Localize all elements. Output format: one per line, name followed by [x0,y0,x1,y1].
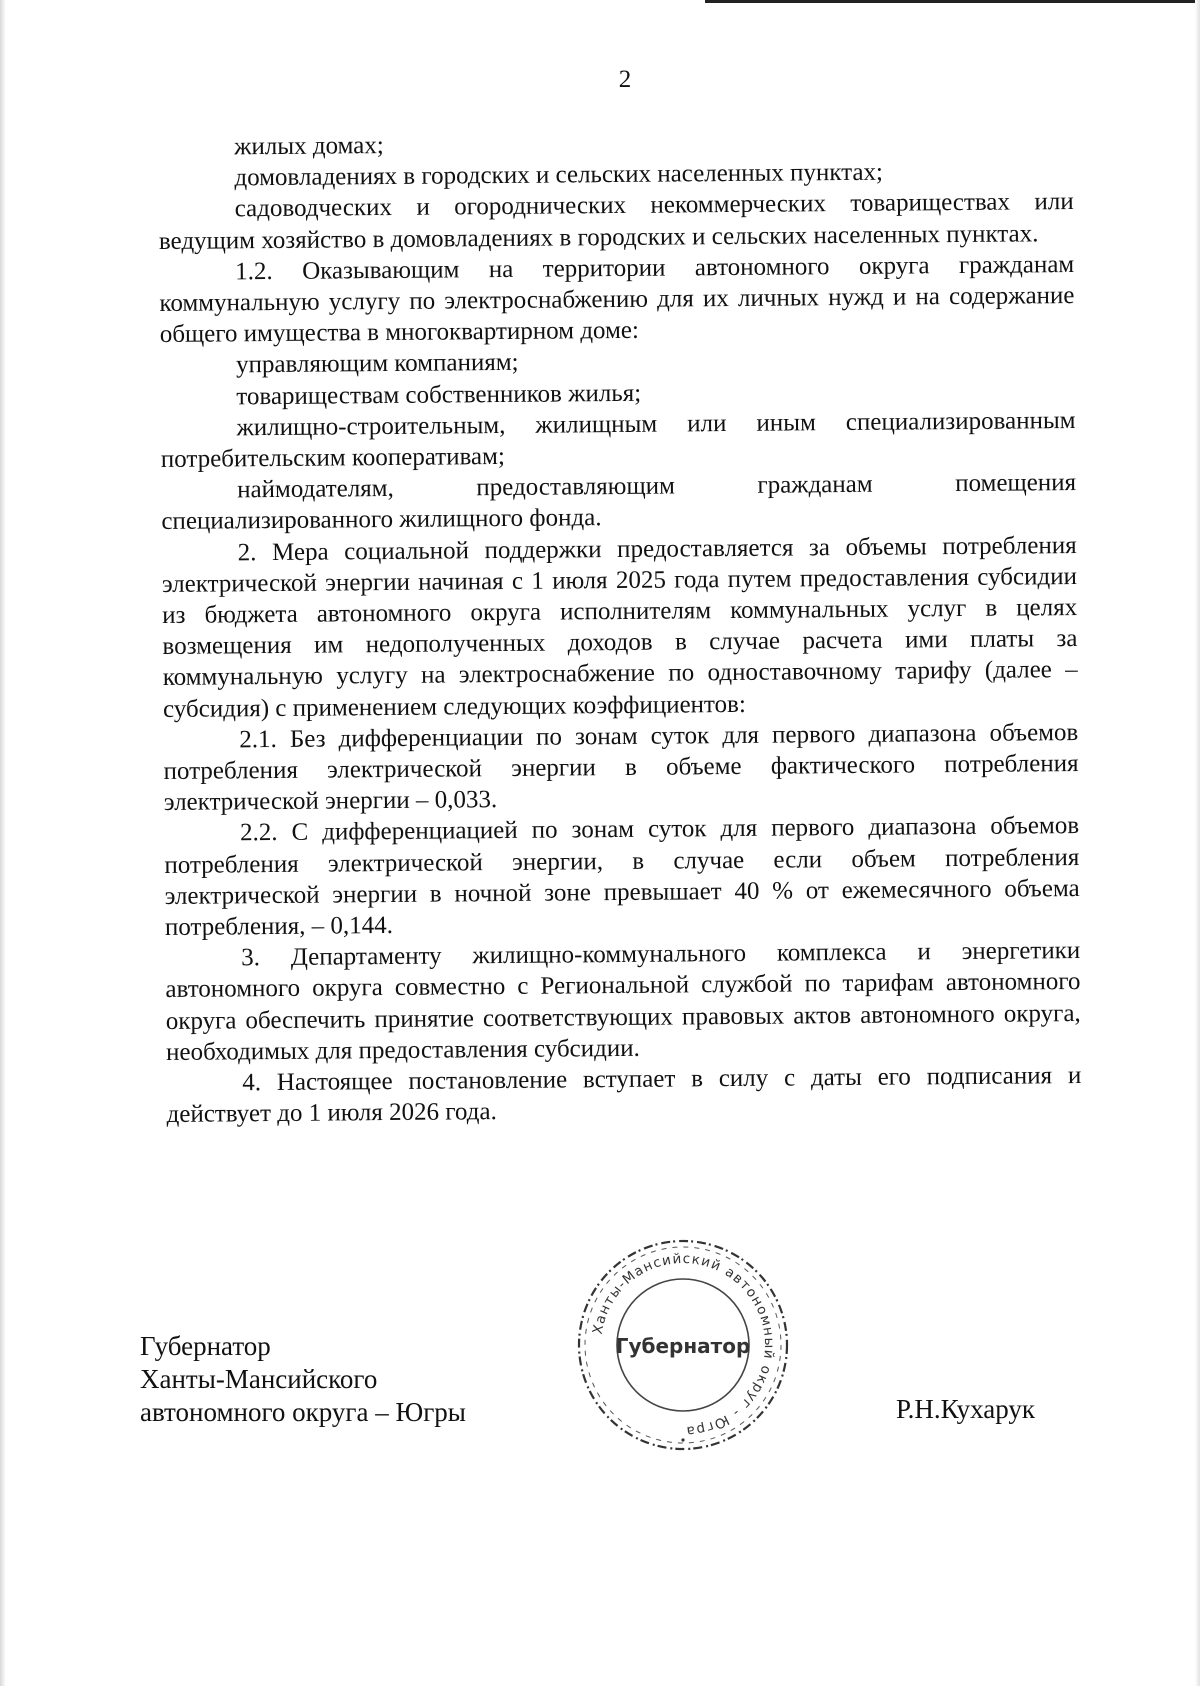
signatory-title [140,1330,466,1429]
paragraph: садоводческих и огороднических некоммерческих товариществах или ведущим хозяйство в домовладениях в городских и сельских населенных пунктах. [158,188,1074,255]
seal-dot [681,1438,684,1441]
paragraph: товариществам собственников жилья; [236,379,642,410]
paragraph: 4. Настоящее постановление вступает в силу с даты его подписания и действует до 1 июля 2026 года. [166,1062,1082,1129]
paragraph: домовладениях в городских и сельских населенных пунктах; [234,158,884,192]
paragraph: 2.1. Без дифференциации по зонам суток для первого диапазона объемов потребления электрической энергии в объеме фактического потребления электрической энергии – 0,033. [163,718,1079,817]
scan-edge-right [1195,0,1200,1686]
seal-graphic [572,1234,794,1456]
paragraph: 2.2. С дифференциацией по зонам суток для первого диапазона объемов потребления электрической энергии, в случае если объем потребления электрической энергии в ночной зоне превышает 40 % от ежемесячного объема потребления, – 0,144. [164,812,1080,942]
signatory-title-line: Ханты-Мансийского [140,1364,378,1394]
signatory-title-line: автономного округа – Югры [140,1397,466,1427]
official-seal-stamp [572,1234,794,1456]
seal-ring-text: Ханты-Мансийский автономный округ - Югра [589,1250,778,1440]
paragraph: жилищно-строительным, жилищным или иным специализированным потребительским кооперативам; [160,406,1076,474]
scan-edge-left [0,0,6,1686]
paragraph: 3. Департаменту жилищно-коммунального комплекса и энергетики автономного округа совместно с Региональной службой по тарифам автономного округа обеспечить принятие соответствующих правовых актов автономного округа, необходимых для предоставления субсидии. [165,937,1081,1066]
page-number: 2 [618,66,632,93]
paragraph: 2. Мера социальной поддержки предоставляется за объемы потребления электрической энергии начиная с 1 июля 2025 года путем предоставления субсидии из бюджета автономного округа исполнителям коммунальных услуг в целях возмещения им недополученных доходов в случае расчета ими платы за коммунальную услугу на электроснабжение по одноставочному тарифу (далее – субсидия) с применением следующих коэффициентов: [161,531,1078,723]
seal-center-text: Губернатор [615,1334,751,1358]
paragraph: наймодателям, предоставляющим гражданам помещения специализированного жилищного фонда. [161,469,1077,536]
paragraph: 1.2. Оказывающим на территории автономного округа гражданам коммунальную услугу по электроснабжению для их личных нужд и на содержание общего имущества в многоквартирном доме: [159,250,1075,349]
paragraph: управляющим компаниям; [235,349,519,379]
signatory-title-line: Губернатор [140,1331,271,1361]
document-body [158,124,1082,1130]
signatory-name: Р.Н.Кухарук [896,1394,1036,1424]
scan-top-line [705,0,1200,3]
paragraph: жилых домах; [234,132,384,161]
